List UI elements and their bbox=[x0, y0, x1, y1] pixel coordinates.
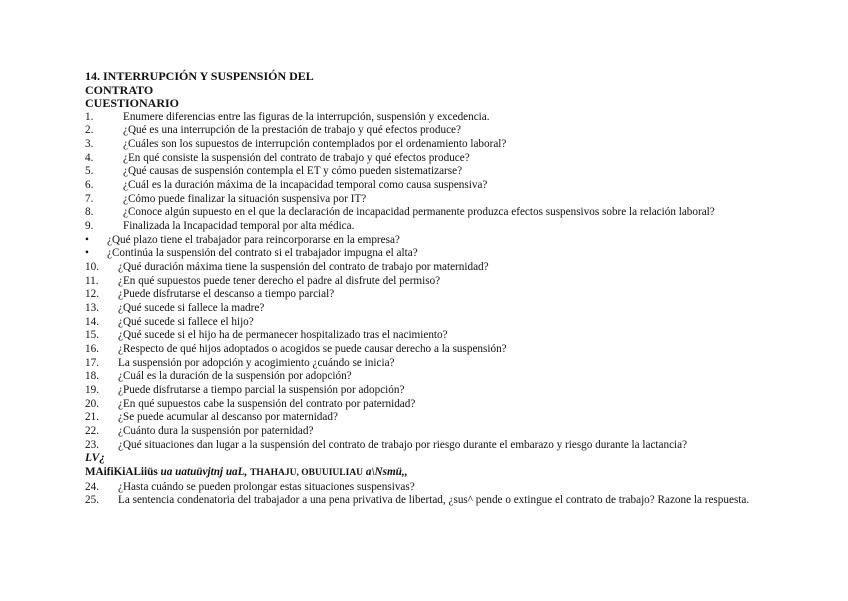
question-text: ¿Puede disfrutarse a tiempo parcial la suspensión por adopción? bbox=[118, 383, 405, 396]
question-text: ¿Conoce algún supuesto en el que la declaración de incapacidad permanente produzca efectos suspensivos sobre la relación laboral? bbox=[123, 206, 715, 219]
question-item bbox=[85, 152, 765, 166]
question-number: 12. bbox=[85, 288, 99, 301]
question-text: ¿Qué sucede si fallece el hijo? bbox=[118, 315, 254, 328]
question-item bbox=[85, 288, 765, 302]
question-text: ¿Qué sucede si el hijo ha de permanecer hospitalizado tras el nacimiento? bbox=[118, 329, 448, 342]
question-item bbox=[85, 138, 765, 152]
question-text: La suspensión por adopción y acogimiento ¿cuándo se inicia? bbox=[118, 356, 395, 369]
bullet-list bbox=[85, 234, 765, 261]
question-item bbox=[85, 111, 765, 125]
question-item bbox=[85, 302, 765, 316]
question-text: ¿Qué es una interrupción de la prestación de trabajo y qué efectos produce? bbox=[123, 124, 461, 137]
question-item bbox=[85, 329, 765, 343]
question-item bbox=[85, 481, 765, 495]
question-item bbox=[85, 165, 765, 179]
question-item bbox=[85, 275, 765, 289]
question-item bbox=[85, 425, 765, 439]
question-number: 17. bbox=[85, 356, 99, 369]
question-text: ¿Qué causas de suspensión contempla el ET y cómo pueden sistematizarse? bbox=[123, 165, 463, 178]
question-text: ¿Hasta cuándo se pueden prolongar estas situaciones suspensivas? bbox=[118, 480, 415, 493]
title-line-2: CONTRATO bbox=[85, 82, 154, 97]
question-number: 18. bbox=[85, 370, 99, 383]
question-item bbox=[85, 316, 765, 330]
question-number: 24. bbox=[85, 480, 99, 493]
question-text: ¿En qué consiste la suspensión del contrato de trabajo y qué efectos produce? bbox=[123, 151, 470, 164]
question-item bbox=[85, 494, 765, 508]
question-number: 7. bbox=[85, 192, 94, 205]
garbled-part-c: THAHAJU, OBUUIULIAU bbox=[250, 467, 364, 478]
question-text: ¿Qué sucede si fallece la madre? bbox=[118, 301, 265, 314]
question-item bbox=[85, 179, 765, 193]
subtitle: CUESTIONARIO bbox=[85, 96, 180, 111]
question-text: ¿Cuál es la duración máxima de la incapacidad temporal como causa suspensiva? bbox=[123, 179, 488, 192]
question-text: ¿En qué supuestos cabe la suspensión del contrato por paternidad? bbox=[118, 397, 416, 410]
question-text: ¿Cómo puede finalizar la situación suspensiva por IT? bbox=[123, 192, 367, 205]
bullet-item bbox=[85, 247, 765, 261]
question-number: 21. bbox=[85, 411, 99, 424]
question-item bbox=[85, 193, 765, 207]
question-number: 5. bbox=[85, 165, 94, 178]
garbled-part-d: a\Nsmü,, bbox=[363, 465, 408, 478]
question-item bbox=[85, 384, 765, 398]
garbled-part-a: MAifiKiALiiüs bbox=[85, 465, 158, 478]
question-number: 10. bbox=[85, 261, 99, 273]
question-item bbox=[85, 357, 765, 371]
question-item bbox=[85, 124, 765, 138]
question-text: ¿Se puede acumular al descanso por maternidad? bbox=[118, 411, 338, 424]
bullet-icon: • bbox=[85, 247, 89, 260]
question-number: 3. bbox=[85, 138, 94, 151]
question-item bbox=[85, 411, 765, 425]
question-list-a bbox=[85, 111, 765, 234]
question-item bbox=[85, 439, 765, 453]
question-number: 2. bbox=[85, 124, 94, 137]
document-content bbox=[85, 70, 765, 508]
garbled-part-b: ua uatuüvjtnj uaL, bbox=[157, 465, 251, 478]
question-text: ¿Qué duración máxima tiene la suspensión del contrato de trabajo por maternidad? bbox=[118, 261, 489, 273]
question-text: ¿Cuánto dura la suspensión por paternidad? bbox=[118, 424, 314, 437]
question-item bbox=[85, 261, 765, 275]
question-number: 16. bbox=[85, 342, 99, 355]
question-number: 13. bbox=[85, 301, 99, 314]
question-text: Enumere diferencias entre las figuras de la interrupción, suspensión y excedencia. bbox=[123, 110, 490, 123]
question-item bbox=[85, 398, 765, 412]
bullet-item bbox=[85, 234, 765, 248]
question-item bbox=[85, 220, 765, 234]
question-number: 23. bbox=[85, 438, 99, 451]
bullet-icon: • bbox=[85, 233, 89, 246]
question-list-b bbox=[85, 261, 765, 452]
question-number: 8. bbox=[85, 206, 94, 219]
question-number: 20. bbox=[85, 397, 99, 410]
question-text: ¿Puede disfrutarse el descanso a tiempo parcial? bbox=[118, 288, 335, 301]
question-number: 25. bbox=[85, 494, 99, 507]
question-text: ¿Qué situaciones dan lugar a la suspensión del contrato de trabajo por riesgo durante el embarazo y riesgo durante la lactancia? bbox=[118, 438, 688, 451]
question-text: ¿En qué supuestos puede tener derecho el padre al disfrute del permiso? bbox=[118, 274, 441, 287]
question-number: 6. bbox=[85, 179, 94, 192]
title-line-1: 14. INTERRUPCIÓN Y SUSPENSIÓN DEL bbox=[85, 69, 314, 83]
question-number: 14. bbox=[85, 315, 99, 328]
question-text: ¿Cuál es la duración de la suspensión por adopción? bbox=[118, 370, 352, 383]
garbled-line-2 bbox=[85, 466, 765, 481]
question-text: La sentencia condenatoria del trabajador a una pena privativa de libertad, ¿sus^ pende o extingue el contrato de trabajo? Razone la respuesta. bbox=[118, 494, 750, 507]
question-number: 4. bbox=[85, 151, 94, 164]
question-item bbox=[85, 370, 765, 384]
question-number: 1. bbox=[85, 110, 94, 123]
question-item bbox=[85, 343, 765, 357]
bullet-text: ¿Continúa la suspensión del contrato si el trabajador impugna el alta? bbox=[107, 247, 418, 260]
question-number: 11. bbox=[85, 274, 99, 287]
question-list-c bbox=[85, 481, 765, 508]
question-number: 22. bbox=[85, 424, 99, 437]
question-text: ¿Cuáles son los supuestos de interrupción contemplados por el ordenamiento laboral? bbox=[123, 138, 507, 151]
question-item bbox=[85, 206, 765, 220]
question-number: 19. bbox=[85, 383, 99, 396]
question-number: 9. bbox=[85, 220, 94, 233]
garbled-line-1: LV¿ bbox=[85, 452, 106, 465]
bullet-text: ¿Qué plazo tiene el trabajador para reincorporarse en la empresa? bbox=[107, 233, 400, 246]
question-number: 15. bbox=[85, 329, 99, 342]
question-text: ¿Respecto de qué hijos adoptados o acogidos se puede causar derecho a la suspensión? bbox=[118, 342, 507, 355]
question-text: Finalizada la Incapacidad temporal por alta médica. bbox=[123, 220, 355, 233]
